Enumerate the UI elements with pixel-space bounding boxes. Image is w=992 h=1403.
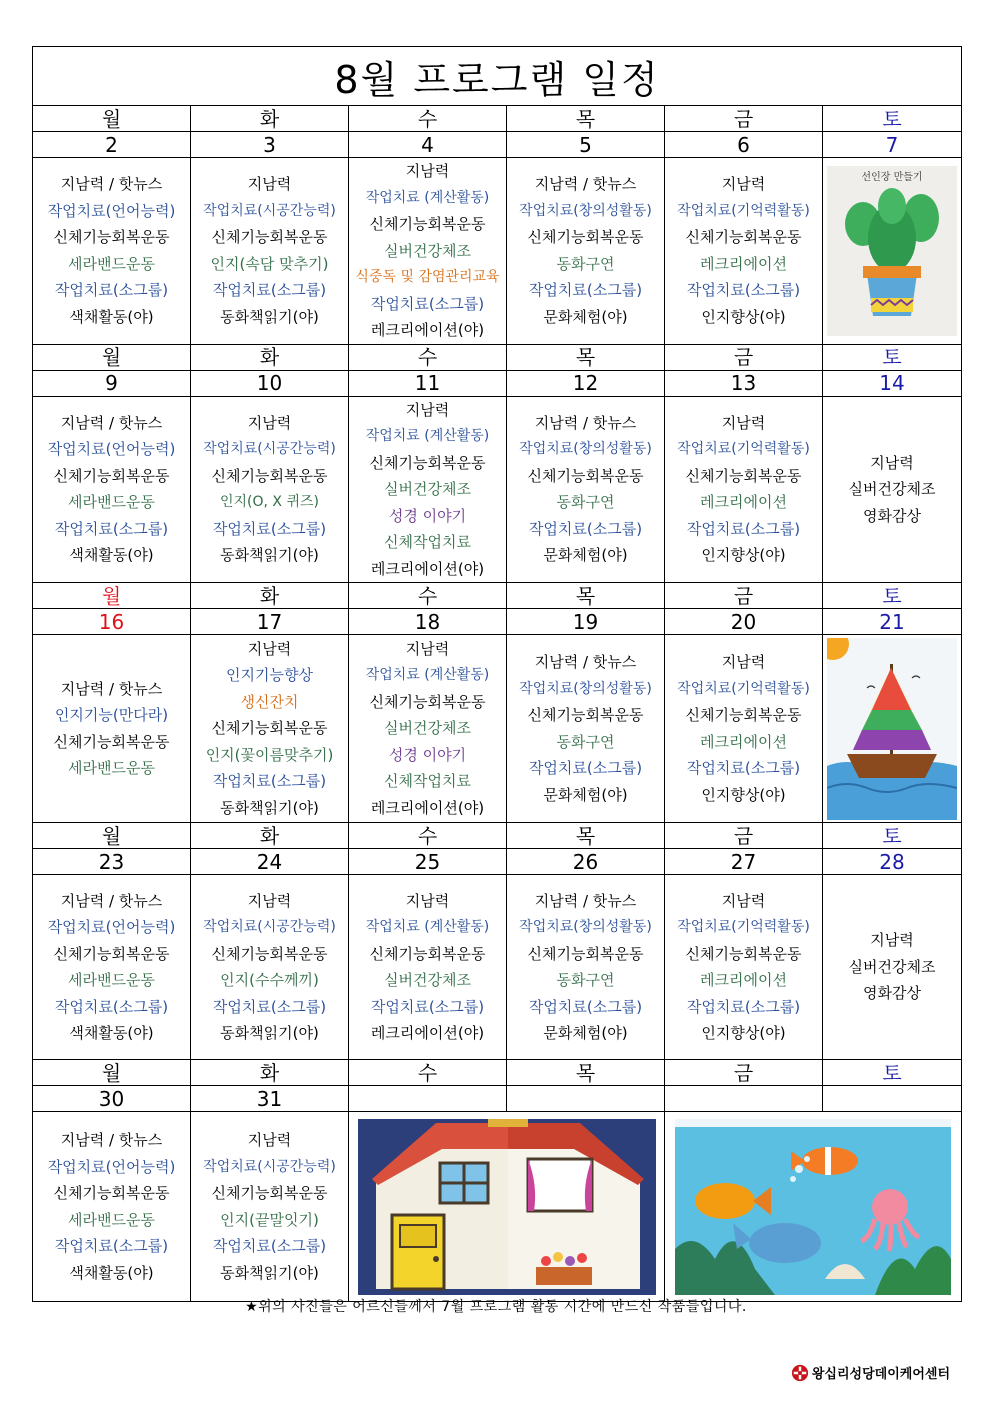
date-number: 14 bbox=[823, 370, 962, 396]
date-number: 13 bbox=[665, 370, 823, 396]
weekday-header: 수 bbox=[349, 1060, 507, 1086]
activity-item: 영화감상 bbox=[863, 984, 921, 1003]
activity-item: 신체작업치료 bbox=[384, 772, 471, 791]
activity-item: 작업치료(소그룹) bbox=[528, 519, 643, 538]
activity-item: 작업치료(시공간능력) bbox=[203, 202, 336, 219]
date-number: 30 bbox=[33, 1086, 191, 1112]
date-number: 25 bbox=[349, 849, 507, 875]
activity-item: 색채활동(야) bbox=[69, 546, 154, 565]
activity-item: 지남력 / 핫뉴스 bbox=[534, 891, 637, 910]
artwork-frame bbox=[827, 638, 957, 820]
activity-item: 작업치료 (계산활동) bbox=[365, 189, 490, 206]
date-number: 23 bbox=[33, 849, 191, 875]
activity-item: 문화체험(야) bbox=[543, 546, 628, 565]
weekday-header: 목 bbox=[507, 106, 665, 132]
activity-item: 지남력 bbox=[247, 413, 292, 432]
activity-cell bbox=[191, 396, 349, 583]
activity-item: 색채활동(야) bbox=[69, 1024, 154, 1042]
date-number: 2 bbox=[33, 132, 191, 158]
activity-item: 작업치료(기억력활동) bbox=[677, 441, 810, 458]
weekday-header: 목 bbox=[507, 344, 665, 370]
activity-cell bbox=[349, 158, 507, 345]
activity-item: 작업치료(언어능력) bbox=[47, 440, 176, 459]
activity-cell bbox=[33, 158, 191, 345]
activity-cell bbox=[507, 875, 665, 1060]
activity-item: 신체기능회복운동 bbox=[369, 453, 486, 472]
activity-cell bbox=[665, 875, 823, 1060]
activity-item: 실버건강체조 bbox=[384, 480, 471, 498]
activity-item: 색채활동(야) bbox=[69, 307, 154, 326]
date-number bbox=[823, 1086, 962, 1112]
activity-item: 동화책읽기(야) bbox=[220, 798, 319, 817]
activity-item: 문화체험(야) bbox=[543, 1024, 628, 1042]
activity-cell bbox=[33, 1112, 191, 1302]
activity-cell bbox=[507, 396, 665, 583]
activity-item: 신체기능회복운동 bbox=[211, 944, 328, 963]
activity-item: 작업치료 (계산활동) bbox=[365, 667, 490, 684]
weekday-header: 토 bbox=[823, 344, 962, 370]
activity-item: 신체기능회복운동 bbox=[53, 732, 170, 751]
activity-item: 작업치료(소그룹) bbox=[54, 1237, 169, 1255]
activity-item: 동화책읽기(야) bbox=[220, 1263, 319, 1282]
activity-item: 신체기능회복운동 bbox=[685, 706, 802, 724]
activity-item: 인지(수수께끼) bbox=[220, 971, 319, 989]
activity-item: 작업치료(소그룹) bbox=[686, 281, 801, 300]
sailboat-drawing-picture bbox=[827, 638, 957, 820]
date-number: 18 bbox=[349, 609, 507, 635]
activity-item: 지남력 bbox=[405, 891, 450, 910]
activity-item: 색채활동(야) bbox=[69, 1263, 154, 1282]
activity-item: 세라밴드운동 bbox=[68, 1210, 155, 1229]
activity-item: 세라밴드운동 bbox=[68, 759, 155, 777]
artwork-frame bbox=[827, 166, 957, 336]
activity-item: 작업치료(기억력활동) bbox=[677, 919, 810, 935]
activity-item: 작업치료(소그룹) bbox=[212, 1237, 327, 1255]
date-number: 3 bbox=[191, 132, 349, 158]
activity-item: 신체기능회복운동 bbox=[685, 944, 802, 963]
date-number: 11 bbox=[349, 370, 507, 396]
activity-cell bbox=[823, 396, 962, 583]
activity-item: 인지향상(야) bbox=[701, 546, 786, 565]
weekday-header: 금 bbox=[665, 106, 823, 132]
artwork-cell bbox=[349, 1112, 665, 1302]
activity-item: 신체작업치료 bbox=[384, 533, 471, 551]
activity-item: 문화체험(야) bbox=[543, 785, 628, 804]
activity-item: 신체기능회복운동 bbox=[53, 228, 170, 247]
activity-item: 작업치료(소그룹) bbox=[528, 281, 643, 300]
date-number: 10 bbox=[191, 370, 349, 396]
activity-item: 지남력 bbox=[247, 175, 292, 194]
aquarium-drawing-picture bbox=[675, 1119, 951, 1295]
activity-item: 작업치료(소그룹) bbox=[686, 997, 801, 1016]
date-number: 17 bbox=[191, 609, 349, 635]
activity-item: 작업치료(시공간능력) bbox=[203, 919, 336, 935]
activity-item: 작업치료(창의성활동) bbox=[519, 202, 652, 219]
activity-cell bbox=[191, 635, 349, 823]
activity-item: 지남력 bbox=[870, 931, 914, 950]
weekday-header: 수 bbox=[349, 583, 507, 609]
weekday-header: 목 bbox=[507, 823, 665, 849]
date-number: 27 bbox=[665, 849, 823, 875]
activity-item: 레크리에이션 bbox=[700, 971, 787, 989]
date-number: 20 bbox=[665, 609, 823, 635]
activity-item: 작업치료 (계산활동) bbox=[365, 919, 490, 935]
date-number: 26 bbox=[507, 849, 665, 875]
date-number: 4 bbox=[349, 132, 507, 158]
activity-item: 신체기능회복운동 bbox=[527, 466, 644, 485]
activity-item: 지남력 bbox=[721, 891, 766, 910]
activity-item: 작업치료(소그룹) bbox=[528, 997, 643, 1016]
activity-cell bbox=[665, 635, 823, 823]
date-number: 12 bbox=[507, 370, 665, 396]
activity-item: 레크리에이션(야) bbox=[370, 321, 485, 339]
activity-item: 작업치료(언어능력) bbox=[47, 1157, 176, 1176]
activity-cell bbox=[191, 1112, 349, 1302]
activity-item: 레크리에이션(야) bbox=[370, 559, 485, 578]
activity-item: 신체기능회복운동 bbox=[211, 1184, 328, 1202]
activity-item: 작업치료(시공간능력) bbox=[203, 1158, 336, 1175]
activity-item: 지남력 / 핫뉴스 bbox=[60, 175, 163, 194]
weekday-header: 금 bbox=[665, 1060, 823, 1086]
activity-item: 인지(꽃이름맞추기) bbox=[205, 745, 334, 764]
activity-item: 동화책읽기(야) bbox=[220, 307, 319, 326]
weekday-header: 월 bbox=[33, 583, 191, 609]
activity-item: 레크리에이션(야) bbox=[370, 1024, 485, 1042]
activity-item: 동화구연 bbox=[556, 493, 615, 512]
activity-item: 영화감상 bbox=[863, 506, 921, 525]
activity-item: 레크리에이션(야) bbox=[370, 798, 485, 817]
activity-item: 작업치료(창의성활동) bbox=[519, 919, 652, 935]
activity-cell bbox=[33, 396, 191, 583]
activity-item: 실버건강체조 bbox=[384, 241, 471, 260]
artwork-cell bbox=[823, 635, 962, 823]
weekday-header: 화 bbox=[191, 583, 349, 609]
activity-item: 동화구연 bbox=[556, 971, 615, 989]
activity-item: 실버건강체조 bbox=[848, 957, 936, 976]
date-number: 19 bbox=[507, 609, 665, 635]
activity-item: 작업치료(소그룹) bbox=[212, 997, 327, 1016]
date-number: 6 bbox=[665, 132, 823, 158]
activity-item: 성경 이야기 bbox=[388, 506, 467, 525]
activity-item: 지남력 bbox=[721, 175, 766, 194]
activity-item: 인지기능(만다라) bbox=[54, 706, 169, 724]
date-number: 21 bbox=[823, 609, 962, 635]
cactus-craft-picture bbox=[827, 166, 957, 336]
weekday-header: 수 bbox=[349, 344, 507, 370]
activity-item: 신체기능회복운동 bbox=[369, 944, 486, 963]
activity-item: 동화책읽기(야) bbox=[220, 1024, 319, 1042]
house-craft-picture bbox=[358, 1119, 656, 1295]
activity-item: 신체기능회복운동 bbox=[211, 719, 328, 738]
activity-item: 지남력 bbox=[405, 162, 450, 180]
activity-item: 동화구연 bbox=[556, 254, 615, 273]
activity-item: 지남력 bbox=[247, 639, 292, 658]
weekday-header: 토 bbox=[823, 823, 962, 849]
activity-item: 작업치료(소그룹) bbox=[370, 997, 485, 1016]
activity-item: 작업치료(시공간능력) bbox=[203, 441, 336, 458]
artwork-cell bbox=[823, 158, 962, 345]
date-number bbox=[507, 1086, 665, 1112]
activity-item: 작업치료(소그룹) bbox=[686, 519, 801, 538]
activity-item: 작업치료(언어능력) bbox=[47, 918, 176, 936]
weekday-header: 금 bbox=[665, 583, 823, 609]
weekday-header: 목 bbox=[507, 583, 665, 609]
activity-item: 인지(속담 맞추기) bbox=[210, 254, 329, 273]
date-number: 24 bbox=[191, 849, 349, 875]
date-number: 31 bbox=[191, 1086, 349, 1112]
weekday-header: 월 bbox=[33, 823, 191, 849]
weekday-header: 화 bbox=[191, 106, 349, 132]
activity-item: 식중독 및 감염관리교육 bbox=[355, 269, 500, 285]
activity-item: 지남력 / 핫뉴스 bbox=[60, 891, 163, 910]
activity-item: 작업치료(소그룹) bbox=[54, 997, 169, 1016]
activity-item: 작업치료(창의성활동) bbox=[519, 441, 652, 458]
activity-item: 작업치료(소그룹) bbox=[212, 281, 327, 300]
activity-item: 실버건강체조 bbox=[384, 719, 471, 738]
activity-cell bbox=[665, 158, 823, 345]
activity-item: 지남력 / 핫뉴스 bbox=[534, 653, 637, 671]
activity-item: 생신잔치 bbox=[240, 692, 299, 711]
weekday-header: 금 bbox=[665, 823, 823, 849]
activity-item: 지남력 bbox=[247, 1131, 292, 1149]
weekday-header: 화 bbox=[191, 823, 349, 849]
artwork-frame bbox=[675, 1119, 951, 1295]
weekday-header: 토 bbox=[823, 106, 962, 132]
weekday-header: 수 bbox=[349, 106, 507, 132]
weekday-header: 월 bbox=[33, 106, 191, 132]
date-number: 16 bbox=[33, 609, 191, 635]
activity-item: 실버건강체조 bbox=[848, 480, 936, 498]
activity-item: 작업치료(소그룹) bbox=[212, 772, 327, 791]
activity-item: 인지(끝말잇기) bbox=[220, 1210, 319, 1229]
activity-item: 작업치료(소그룹) bbox=[54, 519, 169, 538]
activity-item: 세라밴드운동 bbox=[68, 254, 155, 273]
activity-item: 동화구연 bbox=[556, 732, 615, 751]
activity-item: 지남력 / 핫뉴스 bbox=[60, 413, 163, 432]
activity-cell bbox=[349, 875, 507, 1060]
activity-item: 지남력 / 핫뉴스 bbox=[534, 413, 637, 432]
activity-cell bbox=[507, 635, 665, 823]
activity-cell bbox=[191, 875, 349, 1060]
brand-logo bbox=[791, 1363, 950, 1382]
activity-item: 작업치료(소그룹) bbox=[528, 759, 643, 777]
activity-item: 신체기능회복운동 bbox=[53, 944, 170, 963]
activity-item: 지남력 / 핫뉴스 bbox=[60, 679, 163, 698]
weekday-header: 월 bbox=[33, 344, 191, 370]
activity-item: 신체기능회복운동 bbox=[369, 692, 486, 711]
activity-item: 신체기능회복운동 bbox=[527, 706, 644, 724]
date-number: 28 bbox=[823, 849, 962, 875]
weekday-header: 화 bbox=[191, 344, 349, 370]
weekday-header: 월 bbox=[33, 1060, 191, 1086]
activity-item: 지남력 / 핫뉴스 bbox=[534, 175, 637, 194]
activity-item: 세라밴드운동 bbox=[68, 493, 155, 512]
activity-item: 작업치료(소그룹) bbox=[370, 294, 485, 313]
activity-item: 작업치료(기억력활동) bbox=[677, 202, 810, 219]
activity-cell bbox=[349, 635, 507, 823]
activity-item: 신체기능회복운동 bbox=[685, 466, 802, 485]
date-number bbox=[349, 1086, 507, 1112]
activity-item: 인지기능향상 bbox=[226, 666, 313, 685]
activity-item: 인지향상(야) bbox=[701, 307, 786, 326]
activity-item: 작업치료(소그룹) bbox=[686, 759, 801, 777]
activity-item: 인지향상(야) bbox=[701, 1024, 786, 1042]
weekday-header: 토 bbox=[823, 583, 962, 609]
activity-item: 인지향상(야) bbox=[701, 785, 786, 804]
page-title: 8월 프로그램 일정 bbox=[33, 47, 962, 106]
activity-item: 지남력 bbox=[870, 453, 914, 472]
weekday-header: 화 bbox=[191, 1060, 349, 1086]
activity-item: 동화책읽기(야) bbox=[220, 546, 319, 565]
activity-item: 세라밴드운동 bbox=[68, 971, 155, 989]
activity-item: 신체기능회복운동 bbox=[211, 228, 328, 247]
activity-item: 신체기능회복운동 bbox=[211, 466, 328, 485]
activity-item: 지남력 bbox=[721, 413, 766, 432]
weekday-header: 목 bbox=[507, 1060, 665, 1086]
activity-item: 신체기능회복운동 bbox=[53, 466, 170, 485]
artwork-frame bbox=[358, 1119, 656, 1295]
activity-cell bbox=[665, 396, 823, 583]
activity-cell bbox=[33, 875, 191, 1060]
artwork-cell bbox=[665, 1112, 962, 1302]
activity-item: 지남력 bbox=[405, 639, 450, 658]
date-number bbox=[665, 1086, 823, 1112]
activity-item: 작업치료(창의성활동) bbox=[519, 680, 652, 697]
activity-item: 작업치료(기억력활동) bbox=[677, 680, 810, 697]
activity-item: 레크리에이션 bbox=[700, 254, 787, 273]
activity-item: 지남력 / 핫뉴스 bbox=[60, 1131, 163, 1149]
activity-item: 신체기능회복운동 bbox=[527, 228, 644, 247]
activity-item: 작업치료 (계산활동) bbox=[365, 428, 490, 444]
activity-cell bbox=[33, 635, 191, 823]
activity-item: 작업치료(언어능력) bbox=[47, 201, 176, 220]
activity-item: 문화체험(야) bbox=[543, 307, 628, 326]
weekday-header: 금 bbox=[665, 344, 823, 370]
activity-cell bbox=[823, 875, 962, 1060]
activity-cell bbox=[507, 158, 665, 345]
svg-text:선인장 만들기: 선인장 만들기 bbox=[861, 171, 923, 183]
activity-item: 성경 이야기 bbox=[388, 745, 467, 764]
date-number: 7 bbox=[823, 132, 962, 158]
activity-item: 레크리에이션 bbox=[700, 493, 787, 512]
schedule-table bbox=[32, 46, 962, 1302]
footnote: ★위의 사진들은 어르신들께서 7월 프로그램 활동 시간에 만드신 작품들입니다. bbox=[245, 1299, 747, 1315]
date-number: 9 bbox=[33, 370, 191, 396]
activity-item: 지남력 bbox=[721, 653, 766, 671]
activity-cell bbox=[349, 396, 507, 583]
weekday-header: 토 bbox=[823, 1060, 962, 1086]
activity-item: 실버건강체조 bbox=[384, 971, 471, 989]
activity-item: 레크리에이션 bbox=[700, 732, 787, 751]
activity-item: 신체기능회복운동 bbox=[527, 944, 644, 963]
activity-item: 작업치료(소그룹) bbox=[54, 281, 169, 300]
cross-logo-icon bbox=[791, 1364, 809, 1382]
activity-item: 지남력 bbox=[405, 400, 450, 419]
activity-item: 신체기능회복운동 bbox=[685, 228, 802, 247]
weekday-header: 수 bbox=[349, 823, 507, 849]
activity-item: 인지(O, X 퀴즈) bbox=[220, 494, 319, 511]
brand-name: 왕십리성당데이케어센터 bbox=[811, 1367, 950, 1382]
activity-item: 신체기능회복운동 bbox=[53, 1184, 170, 1202]
activity-cell bbox=[191, 158, 349, 345]
activity-item: 작업치료(소그룹) bbox=[212, 519, 327, 538]
activity-item: 신체기능회복운동 bbox=[369, 215, 486, 233]
activity-item: 지남력 bbox=[247, 891, 292, 910]
date-number: 5 bbox=[507, 132, 665, 158]
